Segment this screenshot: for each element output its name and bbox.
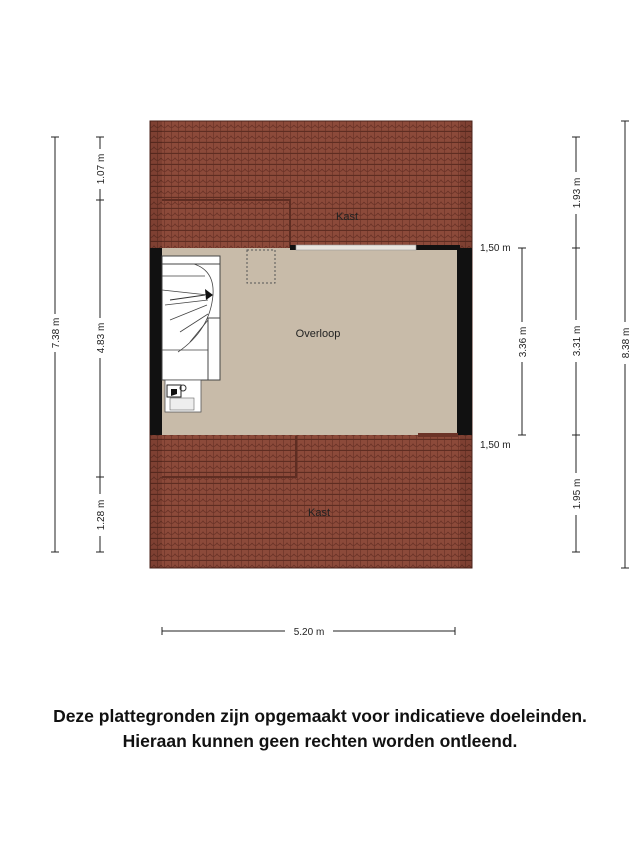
dim-knee-top-label: 1,50 m bbox=[480, 243, 511, 254]
knee-wall-bottom bbox=[418, 433, 458, 437]
dim-left-segments bbox=[94, 137, 107, 552]
dim-width bbox=[162, 624, 455, 638]
disclaimer-line-2: Hieraan kunnen geen rechten worden ontleend. bbox=[122, 731, 518, 751]
dim-right-middle-label: 3.31 m bbox=[572, 325, 583, 357]
roof-bottom bbox=[150, 435, 472, 568]
dim-right-bottom-label: 1.95 m bbox=[572, 478, 583, 510]
boiler-unit bbox=[165, 380, 201, 412]
roof-top bbox=[150, 121, 472, 248]
dim-left-top-label: 1.07 m bbox=[96, 153, 107, 185]
wall-top-left bbox=[290, 245, 296, 250]
dim-width-label: 5.20 m bbox=[293, 627, 325, 638]
knee-wall-top bbox=[296, 245, 416, 250]
disclaimer-line-1: Deze plattegronden zijn opgemaakt voor indicatieve doeleinden. bbox=[53, 706, 587, 726]
dim-left-total bbox=[49, 137, 62, 552]
dim-left-middle-label: 4.83 m bbox=[96, 322, 107, 354]
dim-left-bottom-label: 1.28 m bbox=[96, 499, 107, 531]
wall-right bbox=[457, 248, 472, 435]
wall-left bbox=[150, 248, 162, 435]
wall-top-right bbox=[416, 245, 460, 250]
room-label-overloop: Overloop bbox=[295, 328, 341, 340]
room-label-kast-bottom: Kast bbox=[307, 507, 331, 519]
dim-right-segments bbox=[570, 137, 583, 552]
dim-left-total-label: 7.38 m bbox=[51, 317, 62, 349]
dim-inner-height bbox=[516, 248, 529, 435]
dim-right-total-label: 8.38 m bbox=[621, 327, 632, 359]
staircase bbox=[162, 256, 220, 380]
dim-right-total bbox=[619, 121, 632, 568]
dim-right-top-label: 1.93 m bbox=[572, 177, 583, 209]
dim-knee-bottom-label: 1,50 m bbox=[480, 440, 511, 451]
dim-inner-height-label: 3.36 m bbox=[518, 326, 529, 358]
room-label-kast-top: Kast bbox=[335, 211, 359, 223]
